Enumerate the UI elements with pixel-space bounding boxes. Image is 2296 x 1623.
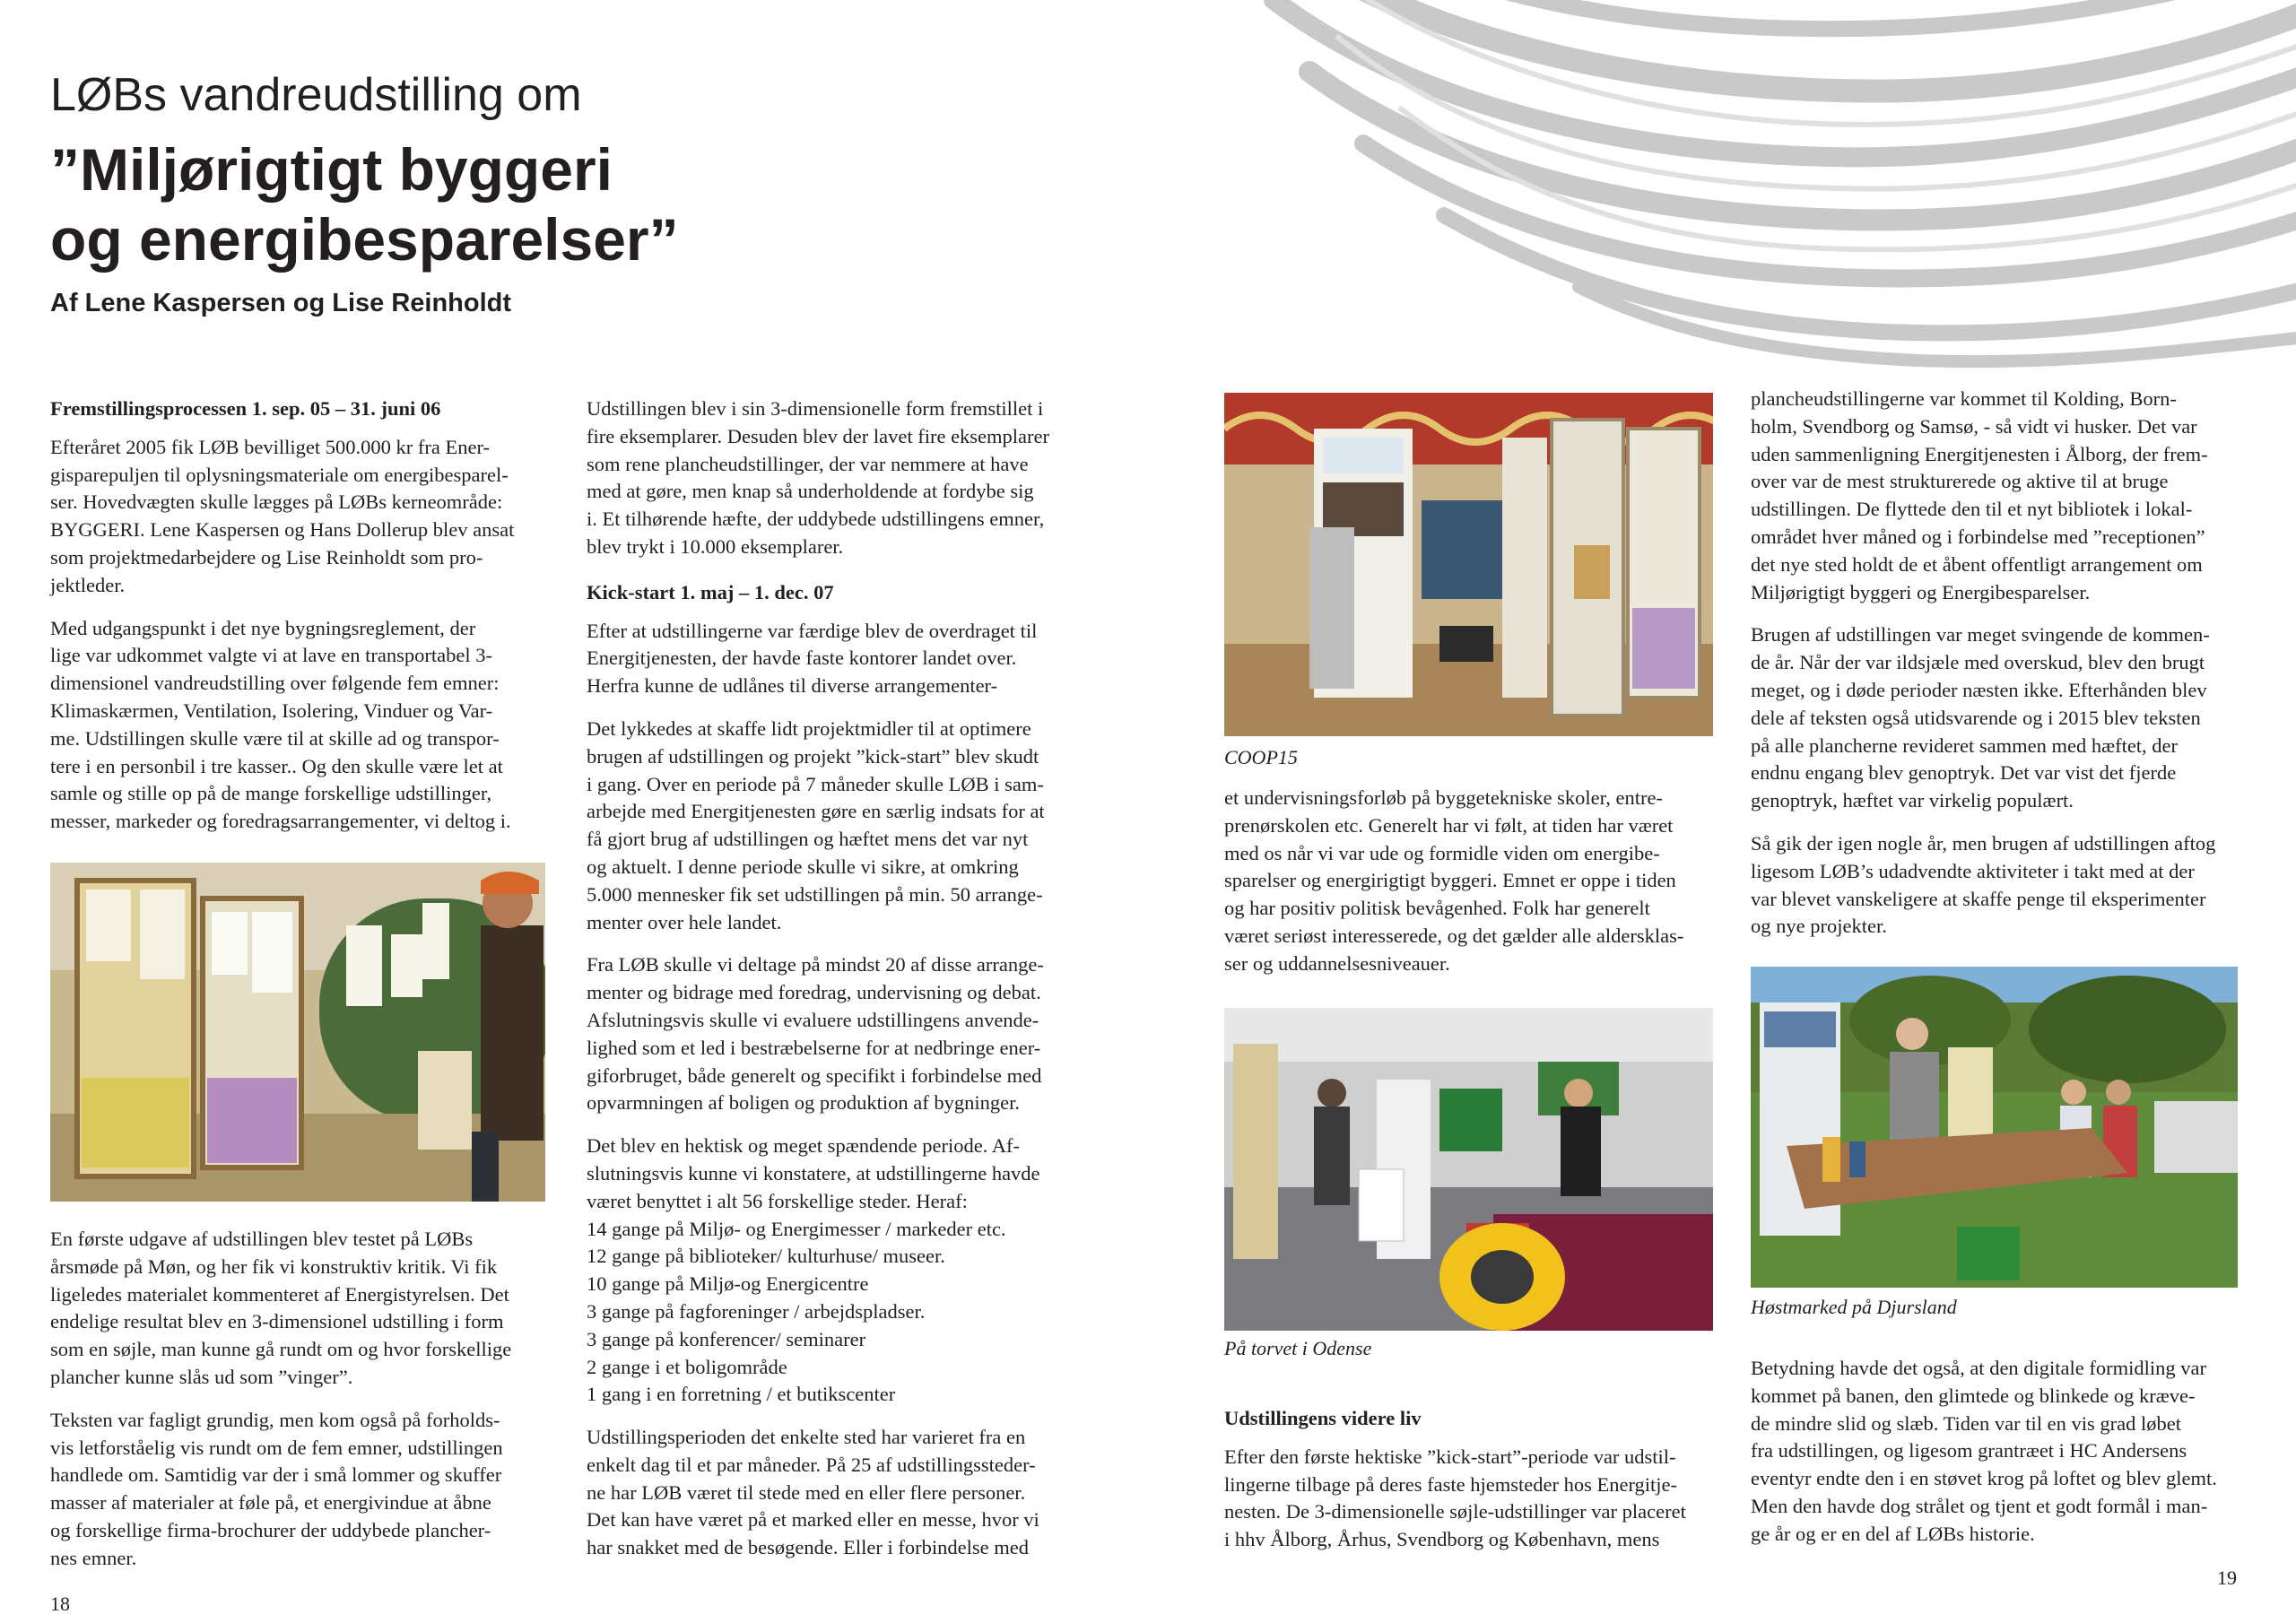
text-column-2 [587, 395, 1098, 1577]
text-line: me. Udstillingen skulle være til at skille ad og transpor- [50, 726, 500, 750]
text-line: ser og uddannelsesniveauer. [1224, 951, 1450, 975]
paragraph [1751, 386, 2253, 606]
subheading-production: Fremstillingsprocessen 1. sep. 05 – 31. juni 06 [50, 397, 441, 420]
text-line: lige var udkommet valgte vi at lave en transportabel 3- [50, 644, 492, 667]
paragraph [587, 618, 1098, 700]
text-line: i hhv Ålborg, Århus, Svendborg og København, mens [1224, 1528, 1660, 1551]
text-column-4-lower [1751, 1355, 2253, 1564]
text-column-1 [50, 395, 561, 851]
paragraph [1751, 830, 2253, 941]
text-line: ne har LØB været til stede med en eller flere personer. [587, 1480, 1026, 1504]
text-line: genoptryk, hæftet var virkelig populært. [1751, 789, 2074, 812]
text-line: slutningsvis kunne vi konstatere, at udstillingerne havde [587, 1161, 1040, 1185]
text-line: meget, og i døde perioder næsten ikke. Efterhånden blev [1751, 678, 2207, 701]
text-line: arbejde med Energitjenesten gøre en særlig indsats for at [587, 800, 1045, 823]
text-line: årsmøde på Møn, og her fik vi konstruktiv kritik. Vi fik [50, 1254, 498, 1278]
paragraph [587, 1424, 1098, 1562]
paragraph [587, 951, 1098, 1117]
text-line: og forskellige firma-brochurer der uddybede plancher- [50, 1518, 491, 1541]
text-line: ligeledes materialet kommenteret af Energistyrelsen. Det [50, 1282, 509, 1306]
text-line: handlede om. Samtidig var der i små lommer og skuffer [50, 1463, 502, 1487]
text-line: det nye sted holdt de et åbent offentligt arrangement om [1751, 552, 2203, 576]
text-line: og aktuelt. I denne periode skulle vi sikre, at omkring [587, 855, 1019, 878]
paragraph [50, 615, 561, 836]
woodgrain-decoration [1238, 0, 2296, 377]
text-line: 12 gange på biblioteker/ kulturhuse/ museer. [587, 1245, 945, 1268]
text-line: været seriøst interesserede, og det gælder alle aldersklas- [1224, 924, 1684, 947]
text-line: holm, Svendborg og Samsø, - så vidt vi husker. Det var [1751, 414, 2197, 438]
text-line: Miljørigtigt byggeri og Energibesparelser. [1751, 580, 2091, 603]
page-number-left: 18 [50, 1593, 70, 1615]
article-kicker: LØBs vandreudstilling om [50, 69, 582, 121]
subheading-kickstart: Kick-start 1. maj – 1. dec. 07 [587, 580, 834, 603]
text-line: været benyttet i alt 56 forskellige steder. Heraf: [587, 1189, 968, 1212]
byline: Af Lene Kaspersen og Lise Reinholdt [50, 289, 512, 317]
coop15-exhibition-photo [1224, 393, 1713, 736]
paragraph [50, 1226, 561, 1392]
text-line: Så gik der igen nogle år, men brugen af udstillingen aftog [1751, 831, 2216, 855]
photo-caption: COOP15 [1224, 746, 1298, 768]
text-line: plancher kunne slås ud som ”vinger”. [50, 1365, 353, 1388]
text-line: udstillingen. De flyttede den til et nyt bibliotek i lokal- [1751, 498, 2193, 521]
text-line: lighed som et led i bestræbelserne for at nedbringe ener- [587, 1036, 1041, 1059]
djursland-harvest-market-photo [1751, 967, 2238, 1288]
photo-caption: På torvet i Odense [1224, 1337, 1372, 1359]
text-line: 2 gange i et boligområde [587, 1355, 787, 1378]
text-line: enkelt dag til et par måneder. På 25 af udstillingssteder- [587, 1453, 1036, 1476]
text-line: som en søjle, man kunne gå rundt om og hvor forskellige [50, 1338, 512, 1361]
text-line: ser. Hovedvægten skulle lægges på LØBs kerneområde: [50, 490, 503, 514]
text-column-3 [1224, 785, 1713, 994]
text-line: 14 gange på Miljø- og Energimesser / markeder etc. [587, 1217, 1006, 1240]
text-line: med os når vi var ude og formidle viden om energibe- [1224, 841, 1660, 864]
text-line: Det lykkedes at skaffe lidt projektmidler til at optimere [587, 716, 1031, 740]
text-line: fra udstillingen, og ligesom grantræet i HC Andersens [1751, 1439, 2187, 1462]
headline-line-2: og energibesparelser” [50, 206, 679, 273]
article-headline [50, 135, 679, 274]
text-line: har snakket med de besøgende. Eller i forbindelse med [587, 1536, 1029, 1559]
text-line: med at gøre, men knap så underholdende at fordybe sig [587, 480, 1034, 503]
text-line: kommet på banen, den glimtede og blinkede og kræve- [1751, 1384, 2196, 1407]
text-line: uden sammenligning Energitjenesten i Ålborg, der frem- [1751, 442, 2208, 465]
odense-market-tent-photo [1224, 1008, 1713, 1331]
paragraph [50, 434, 561, 600]
text-line: Efter at udstillingerne var færdige blev de overdraget til [587, 619, 1038, 642]
text-line: var blevet vanskeligere at skaffe penge til eksperimenter [1751, 887, 2206, 910]
paragraph [1751, 1355, 2253, 1549]
text-line: og har positiv politisk bevågenhed. Folk har generelt [1224, 897, 1650, 920]
headline-line-1: ”Miljørigtigt byggeri [50, 136, 613, 203]
text-line: lingerne tilbage på deres faste hjemsteder hos Energitje- [1224, 1472, 1678, 1496]
text-column-4 [1751, 386, 2253, 956]
paragraph [1224, 785, 1713, 978]
text-line: Efter den første hektiske ”kick-start”-periode var udstil- [1224, 1445, 1676, 1468]
paragraph [1224, 1444, 1713, 1554]
paragraph [50, 1407, 561, 1573]
text-line: Udstillingsperioden det enkelte sted har varieret fra en [587, 1426, 1026, 1449]
text-line: opvarmningen af boligen og produktion af bygninger. [587, 1091, 1021, 1115]
text-line: Teksten var fagligt grundig, men kom også på forholds- [50, 1408, 500, 1431]
text-line: de år. Når der var ildsjæle med overskud, blev den brugt [1751, 651, 2205, 674]
text-line: som rene plancheudstillinger, der var nemmere at have [587, 452, 1029, 475]
text-line: masser af materialer at føle på, et energivindue at åbne [50, 1491, 491, 1515]
text-line: nesten. De 3-dimensionelle søjle-udstillinger var placeret [1224, 1500, 1686, 1523]
text-line: Men den havde dog strålet og tjent et godt formål i man- [1751, 1494, 2208, 1517]
text-line: 5.000 mennesker fik set udstillingen på min. 50 arrange- [587, 882, 1043, 906]
text-line: Fra LØB skulle vi deltage på mindst 20 af disse arrange- [587, 953, 1044, 976]
text-line: plancheudstillingerne var kommet til Kolding, Born- [1751, 387, 2177, 410]
text-line: og nye projekter. [1751, 915, 1887, 938]
text-line: Brugen af udstillingen var meget svingende de kommen- [1751, 623, 2210, 647]
text-line: Energitjenesten, der havde faste kontorer landet over. [587, 647, 1017, 670]
text-line: få gjort brug af udstillingen og hæftet mens det var nyt [587, 828, 1029, 851]
paragraph [587, 395, 1098, 561]
text-line: på alle plancherne revideret sammen med hæftet, der [1751, 733, 2179, 757]
page-number-right: 19 [2217, 1567, 2237, 1589]
text-line: et undervisningsforløb på byggetekniske skoler, entre- [1224, 786, 1663, 809]
text-line: i gang. Over en periode på 7 måneder skulle LØB i sam- [587, 772, 1044, 795]
text-line: ge år og er en del af LØBs historie. [1751, 1522, 2035, 1545]
text-line: blev trykt i 10.000 eksemplarer. [587, 534, 844, 558]
text-line: Efteråret 2005 fik LØB bevilliget 500.000 kr fra Ener- [50, 435, 491, 458]
exhibition-columns-photo [50, 863, 545, 1202]
text-line: nes emner. [50, 1546, 137, 1569]
text-line: samle og stille op på de mange forskellige udstillinger, [50, 782, 492, 805]
text-line: Afslutningsvis skulle vi evaluere udstillingens anvende- [587, 1008, 1039, 1031]
paragraph [587, 716, 1098, 936]
text-line: giforbruget, både generelt og specifikt i forbindelse med [587, 1063, 1042, 1087]
text-line: sparelser og energirigtigt byggeri. Emnet er oppe i tiden [1224, 869, 1676, 892]
text-line: prenørskolen etc. Generelt har vi følt, at tiden har været [1224, 813, 1674, 837]
text-line: Det kan have været på et marked eller en messe, hvor vi [587, 1508, 1039, 1532]
text-line: fire eksemplarer. Desuden blev der lavet fire eksemplarer [587, 424, 1050, 447]
text-line: tere i en personbil i tre kasser.. Og den skulle være let at [50, 754, 503, 777]
text-line: BYGGERI. Lene Kaspersen og Hans Dollerup blev ansat [50, 518, 515, 542]
text-line: i. Et tilhørende hæfte, der uddybede udstillingens emner, [587, 508, 1045, 531]
text-line: eventyr endte den i en støvet krog på loftet og blev glemt. [1751, 1467, 2217, 1490]
text-column-3-lower [1224, 1405, 1713, 1569]
text-line: dimensionel vandreudstilling over følgende fem emner: [50, 672, 500, 695]
paragraph [1751, 621, 2253, 815]
text-line: dele af teksten også utidsvarende og i 2015 blev teksten [1751, 706, 2201, 729]
text-line: gisparepuljen til oplysningsmateriale om energibesparel- [50, 463, 509, 486]
text-line: Udstillingen blev i sin 3-dimensionelle form fremstillet i [587, 397, 1044, 420]
text-line: menter over hele landet. [587, 910, 782, 933]
text-line: 1 gang i en forretning / et butikscenter [587, 1383, 896, 1406]
text-line: de mindre slid og slæb. Tiden var til en vis grad løbet [1751, 1411, 2181, 1435]
text-line: 10 gange på Miljø-og Energicentre [587, 1272, 869, 1296]
text-line: vis letforståelig vis rundt om de fem emner, udstillingen [50, 1436, 503, 1459]
text-line: som projektmedarbejdere og Lise Reinholdt som pro- [50, 545, 483, 568]
text-line: området hver måned og i forbindelse med ”receptionen” [1751, 525, 2205, 548]
text-line: 3 gange på konferencer/ seminarer [587, 1327, 866, 1350]
text-line: 3 gange på fagforeninger / arbejdspladser. [587, 1299, 926, 1323]
text-line: messer, markeder og foredragsarrangementer, vi deltog i. [50, 810, 511, 833]
text-column-1-lower [50, 1226, 561, 1588]
photo-caption: Høstmarked på Djursland [1751, 1296, 1957, 1318]
text-line: endelige resultat blev en 3-dimensionel udstilling i form [50, 1310, 504, 1333]
text-line: En første udgave af udstillingen blev testet på LØBs [50, 1228, 474, 1250]
text-line: Med udgangspunkt i det nye bygningsreglement, der [50, 616, 476, 639]
text-line: Herfra kunne de udlånes til diverse arrangementer- [587, 674, 998, 698]
text-line: Det blev en hektisk og meget spændende periode. Af- [587, 1134, 1021, 1158]
text-line: Betydning havde det også, at den digitale formidling var [1751, 1357, 2206, 1379]
text-line: over var de mest strukturerede og aktive til at bruge [1751, 470, 2169, 493]
subheading-further-life: Udstillingens videre liv [1224, 1407, 1422, 1429]
text-line: ligesom LØB’s udadvendte aktiviteter i takt med at der [1751, 859, 2195, 882]
text-line: Klimaskærmen, Ventilation, Isolering, Vinduer og Var- [50, 699, 493, 722]
text-line: jektleder. [50, 573, 126, 596]
text-line: menter og bidrage med foredrag, undervisning og debat. [587, 981, 1041, 1004]
text-line: endnu engang blev genoptryk. Det var vist det fjerde [1751, 761, 2177, 785]
text-line: brugen af udstillingen og projekt ”kick-start” blev skudt [587, 744, 1039, 768]
paragraph [587, 1133, 1098, 1409]
